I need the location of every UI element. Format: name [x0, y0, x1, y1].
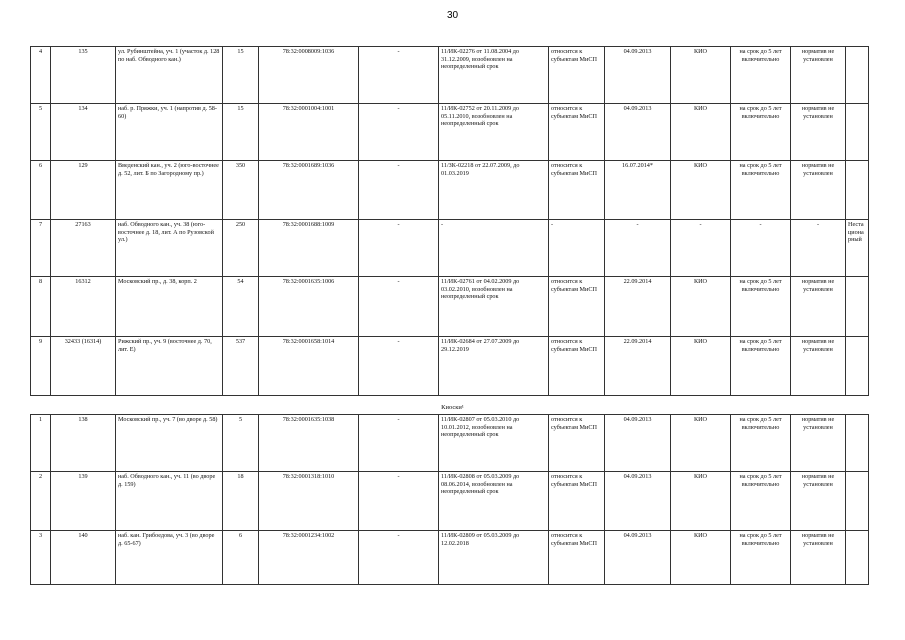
cell-inclusion-date: 22.09.2014 — [605, 277, 671, 337]
cell-note — [846, 104, 869, 161]
cell-registration: - — [359, 220, 439, 277]
cell-row-number: 8 — [31, 277, 51, 337]
cell-area: 18 — [223, 472, 259, 531]
cell-address: наб. р. Пряжки, уч. 1 (напротив д. 58-60) — [116, 104, 223, 161]
cell-standard: норматив не установлен — [791, 277, 846, 337]
cell-contract-info: 11/ИК-02684 от 27.07.2009 до 29.12.2019 — [439, 337, 549, 396]
cell-term: - — [731, 220, 791, 277]
cell-note — [846, 415, 869, 472]
cell-address: Введенский кан., уч. 2 (юго-восточнее д. 52, лит. Б по Загородному пр.) — [116, 161, 223, 220]
cell-note — [846, 277, 869, 337]
cell-contract-info: 11/ИК-02809 от 05.03.2009 до 12.02.2018 — [439, 531, 549, 585]
cell-owner: КИО — [671, 472, 731, 531]
table-row — [31, 104, 869, 161]
cell-owner: КИО — [671, 531, 731, 585]
cell-standard: норматив не установлен — [791, 161, 846, 220]
cell-contract-info: 11/ИК-02808 от 05.03.2009 до 08.06.2014, возобновлен на неопределенный срок — [439, 472, 549, 531]
cell-area: 5 — [223, 415, 259, 472]
cell-standard: норматив не установлен — [791, 337, 846, 396]
cell-note — [846, 337, 869, 396]
cell-owner: КИО — [671, 104, 731, 161]
cell-registration: - — [359, 531, 439, 585]
cell-inclusion-date: 22.09.2014 — [605, 337, 671, 396]
cell-standard: - — [791, 220, 846, 277]
cell-note — [846, 472, 869, 531]
table-row — [31, 415, 869, 472]
cell-term: на срок до 5 лет включительно — [731, 337, 791, 396]
cell-row-number: 2 — [31, 472, 51, 531]
cell-address: Рижский пр., уч. 9 (восточнее д. 70, лит. Е) — [116, 337, 223, 396]
cell-object-id: 138 — [51, 415, 116, 472]
cell-standard: норматив не установлен — [791, 415, 846, 472]
cell-area: 350 — [223, 161, 259, 220]
cell-object-id: 134 — [51, 104, 116, 161]
cell-registration: - — [359, 415, 439, 472]
cell-term: на срок до 5 лет включительно — [731, 531, 791, 585]
cell-row-number: 5 — [31, 104, 51, 161]
cell-registration: - — [359, 472, 439, 531]
cell-contract-info: - — [439, 220, 549, 277]
cell-registration: - — [359, 277, 439, 337]
kiosks-table — [30, 414, 869, 585]
section-title: Киоски¹ — [441, 404, 464, 411]
cell-smb-status: - — [549, 220, 605, 277]
cell-area: 15 — [223, 47, 259, 104]
cell-smb-status: относится к субъектам МиСП — [549, 104, 605, 161]
cell-object-id: 140 — [51, 531, 116, 585]
cell-term: на срок до 5 лет включительно — [731, 415, 791, 472]
cell-inclusion-date: 04.09.2013 — [605, 104, 671, 161]
cell-cadastral-number: 78:32:0001658:1014 — [259, 337, 359, 396]
cell-inclusion-date: 16.07.2014* — [605, 161, 671, 220]
cell-note: Нестационарный — [846, 220, 869, 277]
cell-object-id: 139 — [51, 472, 116, 531]
cell-address: Московский пр., уч. 7 (во дворе д. 58) — [116, 415, 223, 472]
table-row — [31, 161, 869, 220]
cell-owner: КИО — [671, 415, 731, 472]
cell-cadastral-number: 78:32:0001004:1001 — [259, 104, 359, 161]
cell-address: ул. Рубинштейна, уч. 1 (участок д. 128 по наб. Обводного кан.) — [116, 47, 223, 104]
cell-object-id: 135 — [51, 47, 116, 104]
cell-row-number: 9 — [31, 337, 51, 396]
cell-object-id: 129 — [51, 161, 116, 220]
cell-cadastral-number: 78:32:0001635:1038 — [259, 415, 359, 472]
cell-area: 537 — [223, 337, 259, 396]
cell-cadastral-number: 78:32:0001234:1002 — [259, 531, 359, 585]
table-row — [31, 337, 869, 396]
cell-registration: - — [359, 47, 439, 104]
cell-term: на срок до 5 лет включительно — [731, 472, 791, 531]
cell-contract-info: 11/ИК-02761 от 04.02.2009 до 03.02.2010, возобновлен на неопределенный срок — [439, 277, 549, 337]
cell-smb-status: относится к субъектам МиСП — [549, 415, 605, 472]
cell-smb-status: относится к субъектам МиСП — [549, 472, 605, 531]
cell-contract-info: 11/ИК-02276 от 11.08.2004 до 31.12.2009, возобновлен на неопределенный срок — [439, 47, 549, 104]
cell-object-id: 27163 — [51, 220, 116, 277]
cell-inclusion-date: 04.09.2013 — [605, 531, 671, 585]
cell-inclusion-date: 04.09.2013 — [605, 47, 671, 104]
cell-address: наб. Обводного кан., уч. 11 (во дворе д. 159) — [116, 472, 223, 531]
cell-cadastral-number: 78:32:0001318:1010 — [259, 472, 359, 531]
cell-cadastral-number: 78:32:0008009:1036 — [259, 47, 359, 104]
table-row — [31, 47, 869, 104]
cell-registration: - — [359, 104, 439, 161]
cell-term: на срок до 5 лет включительно — [731, 277, 791, 337]
cell-registration: - — [359, 161, 439, 220]
objects-table — [30, 46, 869, 396]
cell-standard: норматив не установлен — [791, 47, 846, 104]
cell-address: наб. Обводного кан., уч. 38 (юго-восточнее д. 18, лит. А по Рузовской ул.) — [116, 220, 223, 277]
cell-note — [846, 47, 869, 104]
cell-smb-status: относится к субъектам МиСП — [549, 277, 605, 337]
cell-address: Московский пр., д. 38, корп. 2 — [116, 277, 223, 337]
cell-contract-info: 11/ИК-02752 от 20.11.2009 до 05.11.2010, возобновлен на неопределенный срок — [439, 104, 549, 161]
cell-inclusion-date: 04.09.2013 — [605, 472, 671, 531]
table-row — [31, 472, 869, 531]
cell-owner: КИО — [671, 161, 731, 220]
cell-term: на срок до 5 лет включительно — [731, 47, 791, 104]
cell-object-id: 32433 (16314) — [51, 337, 116, 396]
cell-owner: КИО — [671, 337, 731, 396]
cell-row-number: 6 — [31, 161, 51, 220]
cell-contract-info: 11/ЗК-02218 от 22.07.2009, до 01.03.2019 — [439, 161, 549, 220]
cell-area: 250 — [223, 220, 259, 277]
cell-term: на срок до 5 лет включительно — [731, 161, 791, 220]
cell-row-number: 4 — [31, 47, 51, 104]
cell-standard: норматив не установлен — [791, 104, 846, 161]
cell-smb-status: относится к субъектам МиСП — [549, 47, 605, 104]
cell-smb-status: относится к субъектам МиСП — [549, 531, 605, 585]
cell-standard: норматив не установлен — [791, 472, 846, 531]
cell-standard: норматив не установлен — [791, 531, 846, 585]
cell-note — [846, 531, 869, 585]
cell-cadastral-number: 78:32:0001688:1009 — [259, 220, 359, 277]
table-row — [31, 277, 869, 337]
cell-note — [846, 161, 869, 220]
cell-registration: - — [359, 337, 439, 396]
cell-area: 6 — [223, 531, 259, 585]
cell-smb-status: относится к субъектам МиСП — [549, 161, 605, 220]
cell-cadastral-number: 78:32:0001635:1006 — [259, 277, 359, 337]
cell-address: наб. кан. Грибоедова, уч. 3 (во дворе д. 65-67) — [116, 531, 223, 585]
cell-term: на срок до 5 лет включительно — [731, 104, 791, 161]
cell-area: 15 — [223, 104, 259, 161]
cell-inclusion-date: 04.09.2013 — [605, 415, 671, 472]
table-row — [31, 531, 869, 585]
cell-row-number: 3 — [31, 531, 51, 585]
table-row — [31, 220, 869, 277]
cell-cadastral-number: 78:32:0001689:1036 — [259, 161, 359, 220]
cell-object-id: 16312 — [51, 277, 116, 337]
cell-owner: КИО — [671, 277, 731, 337]
cell-owner: - — [671, 220, 731, 277]
cell-row-number: 1 — [31, 415, 51, 472]
cell-smb-status: относится к субъектам МиСП — [549, 337, 605, 396]
cell-owner: КИО — [671, 47, 731, 104]
cell-row-number: 7 — [31, 220, 51, 277]
cell-contract-info: 11/ИК-02807 от 05.03.2010 до 10.01.2012, возобновлен на неопределенный срок — [439, 415, 549, 472]
cell-inclusion-date: - — [605, 220, 671, 277]
cell-area: 54 — [223, 277, 259, 337]
page-number: 30 — [446, 10, 459, 21]
